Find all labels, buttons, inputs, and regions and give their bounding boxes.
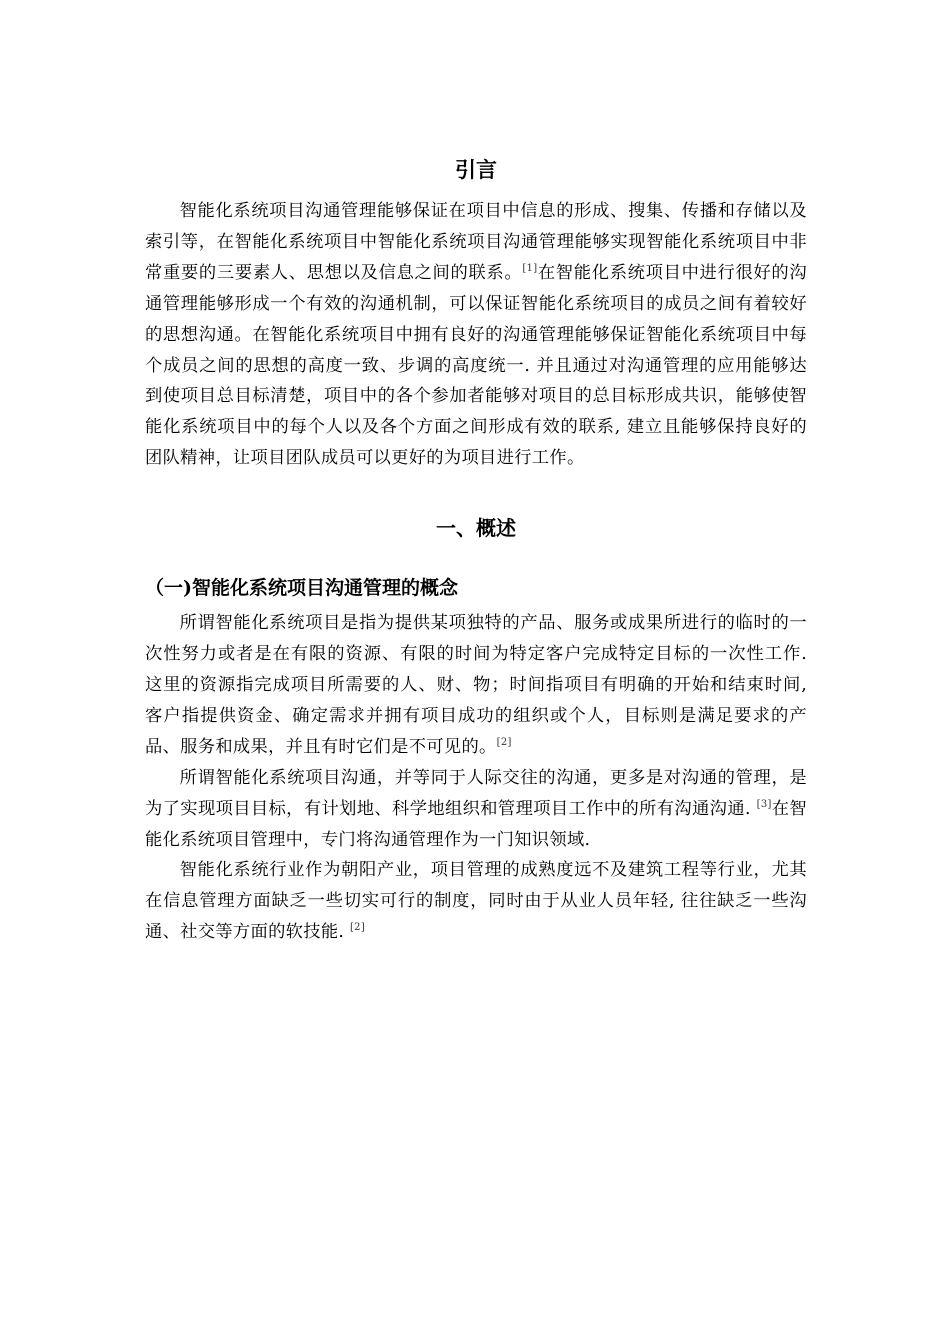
citation-ref: [2] bbox=[496, 736, 512, 748]
paragraph-text: 智能化系统行业作为朝阳产业，项目管理的成熟度远不及建筑工程等行业，尤其在信息管理方面缺乏一些切实可行的制度，同时由于从业人员年轻, 往往缺乏一些沟通、社交等方面的软技能. bbox=[145, 860, 807, 943]
paragraph-text: 所谓智能化系统项目是指为提供某项独特的产品、服务或成果所进行的临时的一次性努力或者是在有限的资源、有限的时间为特定客户完成特定目标的一次性工作. 这里的资源指完成项目所需要的人、财、物；时间指项目有明确的开始和结束时间, 客户指提供资金、确定需求并拥有项目成功的组织或个人，目标则是满足要求的产品、服务和成果，并且有时它们是不可见的。 bbox=[145, 613, 807, 757]
citation-ref: [2] bbox=[349, 922, 366, 934]
paragraph-text-continued: 在智能化系统项目管理中，专门将沟通管理作为一门知识领域. bbox=[145, 798, 807, 850]
intro-text-1: 智能化系统项目沟通管理能够保证在项目中信息的形成、搜集、传播和存储以及索引等，在智能化系统项目中智能化系统项目沟通管理能够实现智能化系统项目中非常重要的三要素人、思想以及信息之间的联系。 bbox=[145, 201, 807, 283]
subsection-title: （一)智能化系统项目沟通管理的概念 bbox=[145, 577, 458, 600]
body-paragraph-3 bbox=[145, 855, 807, 948]
intro-text-2: 在智能化系统项目中进行很好的沟通管理能够形成一个有效的沟通机制，可以保证智能化系统项目的成员之间有着较好的思想沟通。在智能化系统项目中拥有良好的沟通管理能够保证智能化系统项目中每个成员之间的思想的高度一致、步调的高度统一. 并且通过对沟通管理的应用能够达到使项目总目标清楚，项目中的各个参加者能够对项目的总目标形成共识，能够使智能化系统项目中的每个人以及各个方面之间形成有效的联系, 建立且能够保持良好的团队精神，让项目团队成员可以更好的为项目进行工作。 bbox=[145, 262, 807, 469]
intro-title: 引言 bbox=[455, 158, 497, 182]
paragraph-text: 所谓智能化系统项目沟通，并等同于人际交往的沟通，更多是对沟通的管理，是为了实现项目目标，有计划地、科学地组织和管理项目工作中的所有沟通沟通. bbox=[145, 767, 807, 819]
body-paragraph-2 bbox=[145, 763, 807, 856]
citation-ref: [3] bbox=[756, 798, 772, 810]
document-body bbox=[145, 150, 807, 948]
intro-paragraph bbox=[145, 196, 807, 474]
section-title: 一、概述 bbox=[436, 516, 516, 541]
body-paragraph-1 bbox=[145, 608, 807, 763]
citation-ref: [1] bbox=[522, 262, 538, 274]
